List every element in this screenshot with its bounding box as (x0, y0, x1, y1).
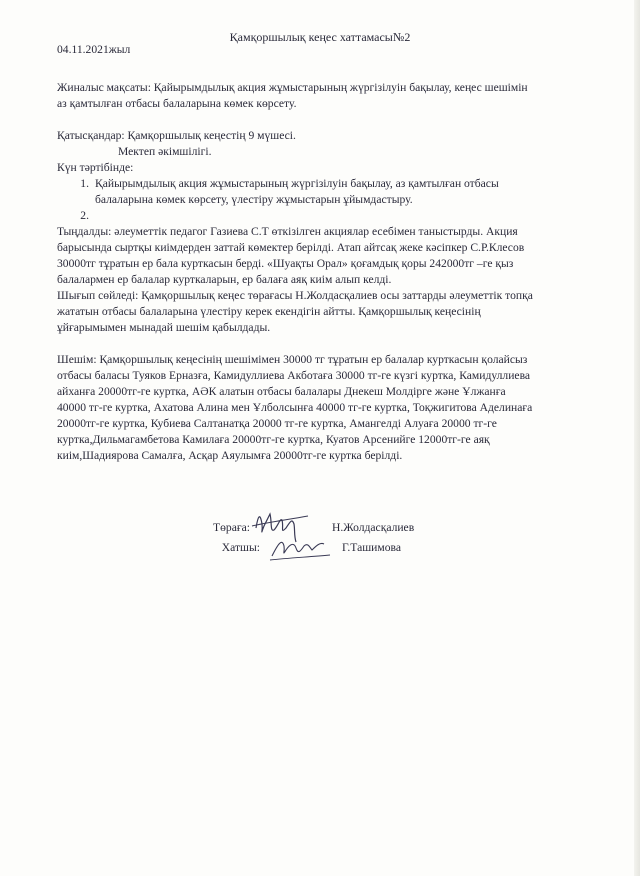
page-edge (634, 0, 640, 876)
heard-section (57, 224, 605, 288)
decision-section (57, 352, 605, 464)
agenda-item (57, 208, 605, 224)
secretary-role: Хатшы: (221, 541, 260, 554)
decision-line: куртка,Дильмагамбетова Камилаға 20000тг-ге куртка, Куатов Арсенийге 12000тг-ге аяқ (57, 433, 490, 446)
chair-name: Н.Жолдасқалиев (332, 521, 415, 534)
agenda-label: Күн тәртібінде: (57, 161, 134, 174)
spoke-line: ұйғарымымен мынадай шешім қабылдады. (57, 321, 271, 334)
chair-role: Төраға: (213, 521, 250, 534)
decision-line: киім,Шадиярова Самалға, Асқар Аяулымға 20000тг-ге куртка берілді. (57, 449, 403, 462)
agenda-list (57, 176, 605, 224)
heard-line: Тыңдалды: әлеуметтік педагог Газиева С.Т өткізілген акциялар есебімен таныстырды. Акция (57, 225, 518, 238)
decision-line: айханға 20000тг-ге куртка, АӘК алатын отбасы балалары Днекеш Молдірге және Ұлжанға (57, 385, 506, 398)
secretary-name: Г.Ташимова (342, 541, 401, 554)
spoke-line: Шығып сөйледі: Қамқоршылық кеңес төрағасы Н.Жолдасқалиев осы заттарды әлеуметтік топқа (57, 289, 533, 302)
heard-line: балалармен ер балалар курткаларын, ер балаға аяқ киім алып келді. (57, 273, 392, 286)
agenda-item-text (95, 208, 605, 224)
document-date: 04.11.2021жыл (57, 43, 131, 56)
participants (57, 128, 605, 160)
agenda-item-text: Қайырымдылық акция жұмыстарының жүргізілуін бақылау, аз қамтылған отбасы (95, 177, 499, 190)
decision-line: отбасы баласы Туяков Ерназға, Камидуллиева Акботаға 30000 тг-ге күзгі куртка, Камидуллиева (57, 369, 531, 382)
spoke-section (57, 288, 605, 336)
purpose-line: Жиналыс мақсаты: Қайырымдылық акция жұмыстарының жүргізілуін бақылау, кеңес шешімін (57, 81, 528, 94)
agenda-item-text: балаларына көмек көрсету, үлестіру жұмыстарын ұйымдастыру. (95, 193, 413, 206)
heard-line: 30000тг тұратын ер бала курткасын берді. «Шуақты Орал» қоғамдық қоры 242000тг –ге қыз (57, 257, 514, 270)
heard-line: барысында сыртқы киімдерден заттай көмектер берілді. Атап айтсақ жеке кәсіпкер С.Р.Клесов (57, 241, 525, 254)
participants-line: Қатысқандар: Қамқоршылық кеңестің 9 мүшесі. (57, 129, 296, 142)
decision-line: Шешім: Қамқоршылық кеңесінің шешімімен 30000 тг тұратын ер балалар курткасын қолайсыз (57, 353, 528, 366)
participants-line: Мектеп әкімшілігі. (118, 145, 212, 158)
meeting-purpose (57, 80, 605, 112)
agenda-item (57, 176, 605, 208)
decision-line: 40000 тг-ге куртка, Ахатова Алина мен Ұлболсынға 40000 тг-ге куртка, Тоқжигитова Аделинаға (57, 401, 533, 414)
agenda-item-number: 1. (80, 177, 89, 190)
secretary-signature-mark (268, 532, 338, 567)
spoke-line: жататын отбасы балаларына үлестіру керек екендігін айтты. Қамқоршылық кеңесінің (57, 305, 481, 318)
decision-line: 20000тг-ге куртка, Кубиева Салтанатқа 20000 тг-ге куртка, Амангелді Алуаға 20000 тг-ге (57, 417, 497, 430)
purpose-line: аз қамтылған отбасы балаларына көмек көрсету. (57, 97, 297, 110)
agenda-item-number: 2. (80, 209, 89, 222)
document-title: Қамқоршылық кеңес хаттамасы№2 (229, 30, 411, 44)
